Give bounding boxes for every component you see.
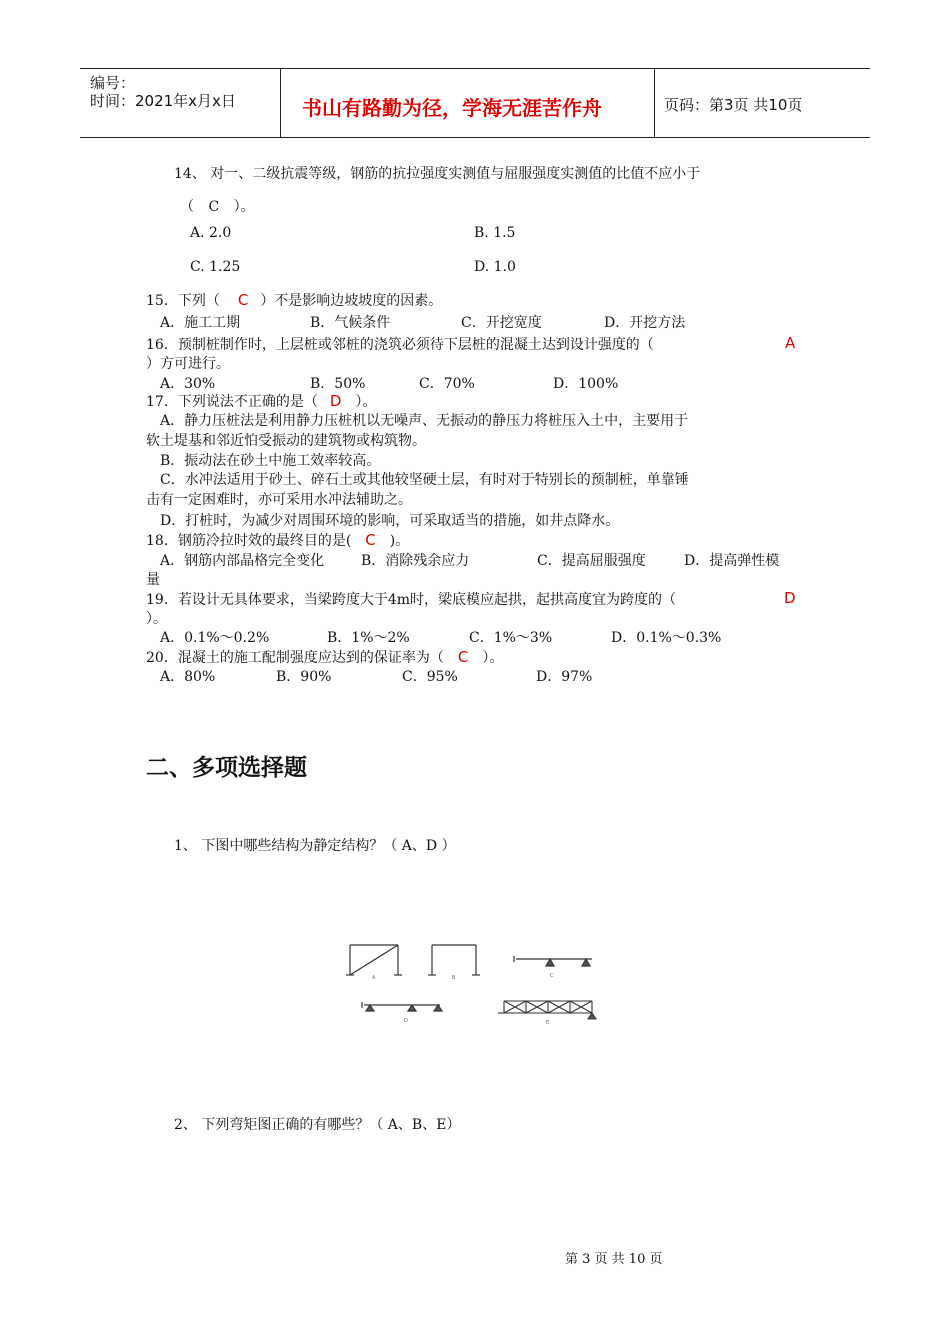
structure-b-label: B: [452, 975, 456, 981]
q18-option-d-cont: 量: [146, 572, 160, 588]
q17-option-b: B．振动法在砂土中施工效率较高。: [160, 453, 381, 469]
structure-d-label: D: [404, 1018, 408, 1024]
structures-figure: [340, 935, 610, 1030]
header-motto: 书山有路勤为径，学海无涯苦作舟: [302, 96, 602, 120]
q16-answer: A: [785, 334, 796, 352]
structure-c-label: C: [550, 973, 554, 979]
m1-stem: 1、 下图中哪些结构为静定结构？（ A、D ）: [174, 838, 456, 854]
q14-stem: 14、 对一、二级抗震等级，钢筋的抗拉强度实测值与屈服强度实测值的比值不应小于: [174, 166, 701, 182]
header-page-number: 页码：第3页 共10页: [664, 96, 803, 114]
q19-option-d: D．0.1%～0.3%: [611, 630, 722, 646]
q17-option-c-line1: C．水冲法适用于砂土、碎石土或其他较坚硬土层，有时对于特别长的预制桩，单靠锤: [160, 472, 689, 488]
q14-option-c: C. 1.25: [190, 259, 241, 275]
structure-c: [514, 956, 592, 966]
q15-answer: C: [237, 291, 249, 309]
q18-option-a: A．钢筋内部晶格完全变化: [160, 553, 325, 569]
q19-stem: 19．若设计无具体要求，当梁跨度大于4m时，梁底模应起拱，起拱高度宜为跨度的（: [146, 592, 676, 608]
q15-option-a: A．施工工期: [160, 315, 241, 331]
q16-stem: 16．预制桩制作时，上层桩或邻桩的浇筑必须待下层桩的混凝土达到设计强度的（: [146, 337, 654, 353]
q20-option-c: C．95%: [402, 669, 458, 685]
q17-option-a-line1: A．静力压桩法是利用静力压桩机以无噪声、无振动的静压力将桩压入土中，主要用于: [160, 413, 689, 429]
header-time: 时间：2021年x月x日: [90, 92, 236, 110]
q15-stem: [146, 290, 442, 310]
q20-option-d: D．97%: [536, 669, 593, 685]
q15-stem-post: ）不是影响边坡坡度的因素。: [260, 293, 443, 309]
q20-stem-post: ）。: [482, 650, 504, 666]
q18-stem-post: )。: [389, 533, 410, 549]
header-number: 编号：: [90, 74, 136, 92]
q17-option-c-line2: 击有一定困难时，亦可采用水冲法辅助之。: [146, 492, 412, 508]
structure-a-label: A: [372, 975, 376, 981]
q17-stem: [146, 391, 376, 411]
q15-option-c: C．开挖宽度: [461, 315, 542, 331]
q14-answer: C: [208, 199, 220, 215]
structure-b: [428, 945, 480, 975]
q14-option-b: B. 1.5: [474, 225, 516, 241]
q20-option-a: A．80%: [160, 669, 216, 685]
q17-stem-post: ）。: [355, 394, 377, 410]
q19-option-c: C．1%～3%: [469, 630, 553, 646]
q19-option-b: B．1%～2%: [327, 630, 410, 646]
q20-stem-pre: 20．混凝土的施工配制强度应达到的保证率为（: [146, 650, 444, 666]
q19-stem-line2: ）。: [146, 611, 167, 627]
q16-option-a: A．30%: [160, 376, 216, 392]
m2-stem: 2、 下列弯矩图正确的有哪些？（ A、B、E）: [174, 1117, 461, 1133]
q15-option-d: D．开挖方法: [604, 315, 686, 331]
q15-stem-pre: 15．下列（: [146, 293, 220, 309]
q18-stem-pre: 18．钢筋冷拉时效的最终目的是(: [146, 533, 352, 549]
q20-answer: C: [457, 648, 469, 666]
q18-stem: [146, 530, 409, 550]
q16-stem-line2: ）方可进行。: [146, 356, 230, 372]
q17-option-a-line2: 软土堤基和邻近怕受振动的建筑物或构筑物。: [146, 433, 426, 449]
q16-option-d: D．100%: [553, 376, 619, 392]
q14-answer-line: [180, 196, 255, 216]
q18-option-b: B．消除残余应力: [361, 553, 470, 569]
q19-answer: D: [784, 589, 796, 607]
q19-option-a: A．0.1%～0.2%: [160, 630, 270, 646]
q20-stem: [146, 647, 503, 667]
q18-option-d: D．提高弹性模: [684, 553, 780, 569]
q16-option-b: B．50%: [310, 376, 366, 392]
q17-option-d: D．打桩时，为减少对周围环境的影响，可采取适当的措施，如井点降水。: [160, 513, 620, 529]
q14-option-a: A. 2.0: [190, 225, 232, 241]
q15-option-b: B．气候条件: [310, 315, 391, 331]
q14-option-d: D. 1.0: [474, 259, 516, 275]
q18-answer: C: [365, 531, 376, 549]
q14-paren-open: （: [180, 199, 194, 215]
q18-option-c: C．提高屈服强度: [537, 553, 646, 569]
q17-answer: D: [329, 392, 342, 410]
structure-e-label: E: [546, 1020, 550, 1026]
structure-a: [346, 945, 402, 975]
q16-option-c: C．70%: [419, 376, 475, 392]
section-2-title: 二、多项选择题: [146, 755, 307, 781]
structure-d: [362, 1002, 442, 1011]
page-footer: 第 3 页 共 10 页: [565, 1252, 663, 1267]
q14-paren-close: ）。: [233, 199, 255, 215]
q20-option-b: B．90%: [276, 669, 332, 685]
q17-stem-pre: 17．下列说法不正确的是（: [146, 394, 318, 410]
structure-e: [498, 1001, 596, 1019]
